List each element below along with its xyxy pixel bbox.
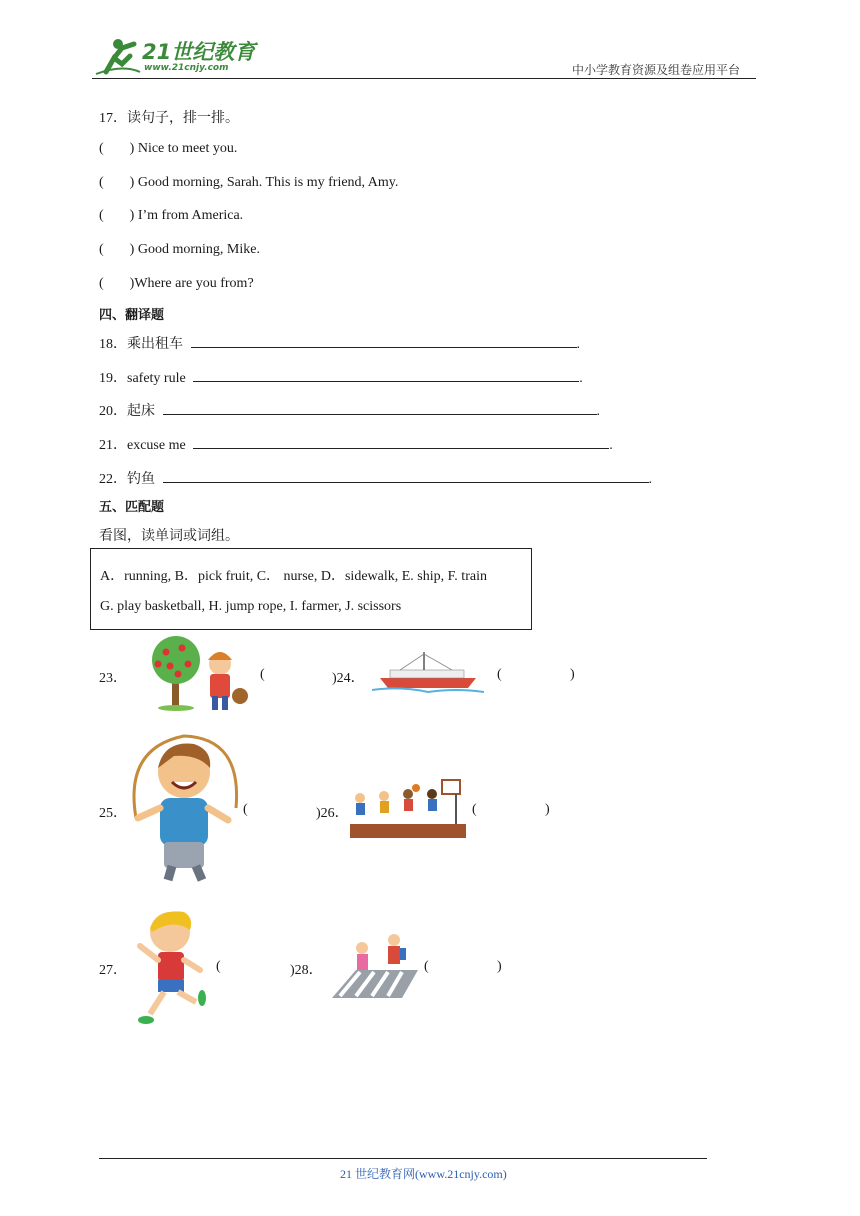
logo-url: www.21cnjy.com: [144, 63, 229, 73]
q19-label: 19．safety rule: [99, 371, 186, 386]
q28-number: )28．: [290, 963, 323, 978]
q20-answer-line[interactable]: [163, 400, 597, 415]
q17-item-text: ) Good morning, Mike.: [129, 242, 260, 257]
q23-answer-blank[interactable]: [268, 667, 330, 683]
section5-title: 五、匹配题: [99, 500, 165, 515]
q17-item-4: [99, 242, 260, 258]
open-paren: (: [99, 208, 104, 223]
q17-item-text: ) Good morning, Sarah. This is my friend, Amy.: [129, 175, 399, 190]
q20-label: 20．起床: [99, 404, 155, 419]
q21-label: 21．excuse me: [99, 438, 186, 453]
q27-open-paren: (: [216, 959, 221, 974]
jump-rope-boy-image: [124, 728, 244, 888]
q24-number: )24．: [332, 671, 365, 686]
open-paren: (: [99, 141, 104, 156]
footer-text[interactable]: 21 世纪教育网(www.21cnjy.com): [340, 1167, 507, 1181]
options-line-2: G. play basketball, H. jump rope, I. farmer, J. scissors: [100, 599, 402, 614]
q18-answer-line[interactable]: [191, 333, 577, 348]
q27-number: 27．: [99, 963, 127, 978]
basketball-players-image: [350, 776, 466, 838]
q25-open-paren: (: [243, 802, 248, 817]
q24-open-paren: (: [497, 667, 502, 682]
q22-answer-line[interactable]: [163, 468, 649, 483]
section5-instruction: 看图，读单词或词组。: [99, 529, 239, 544]
q20-period: .: [596, 404, 600, 419]
logo-text: 21世纪教育: [142, 40, 256, 64]
q28-close-paren: ): [497, 959, 502, 974]
q18: [99, 333, 580, 353]
q23-open-paren: (: [260, 667, 265, 682]
q17-title: 17．读句子，排一排。: [99, 111, 239, 126]
q17-item-3: [99, 208, 243, 224]
ship-image: [370, 648, 486, 696]
header-divider: [92, 78, 756, 79]
q25-answer-blank[interactable]: [252, 802, 314, 818]
options-box: [90, 548, 532, 630]
header-platform-text: 中小学教育资源及组卷应用平台: [572, 63, 741, 77]
section4-title: 四、翻译题: [99, 308, 165, 323]
q20: [99, 400, 600, 420]
apple-tree-farmer-image: [142, 634, 254, 714]
q28-answer-blank[interactable]: [432, 959, 494, 975]
q21-period: .: [609, 438, 613, 453]
q22-period: .: [648, 472, 652, 487]
q17-item-text: ) I’m from America.: [129, 208, 244, 223]
q22: [99, 468, 652, 488]
footer-divider: [99, 1158, 707, 1159]
q26-number: )26．: [316, 806, 349, 821]
q18-label: 18．乘出租车: [99, 337, 183, 352]
q19-period: .: [579, 371, 583, 386]
q24-answer-blank[interactable]: [506, 667, 568, 683]
q23-number: 23．: [99, 671, 127, 686]
q17-item-text: )Where are you from?: [129, 276, 254, 291]
q22-label: 22．钓鱼: [99, 472, 155, 487]
header-logo: [92, 34, 262, 78]
q26-open-paren: (: [472, 802, 477, 817]
q28-open-paren: (: [424, 959, 429, 974]
running-boy-image: [128, 906, 212, 1028]
q19: [99, 367, 583, 387]
q26-close-paren: ): [545, 802, 550, 817]
q17-item-1: [99, 141, 237, 157]
q17-item-text: ) Nice to meet you.: [129, 141, 238, 156]
q25-number: 25．: [99, 806, 127, 821]
q18-period: .: [576, 337, 580, 352]
q17-item-5: [99, 276, 254, 292]
q26-answer-blank[interactable]: [480, 802, 542, 818]
crosswalk-children-image: [326, 930, 418, 1002]
open-paren: (: [99, 242, 104, 257]
q17-item-2: [99, 175, 398, 191]
open-paren: (: [99, 175, 104, 190]
q24-close-paren: ): [570, 667, 575, 682]
options-line-1: A．running, B．pick fruit, C． nurse, D．sidewalk, E. ship, F. train: [100, 569, 487, 584]
q19-answer-line[interactable]: [193, 367, 579, 382]
open-paren: (: [99, 276, 104, 291]
q21: [99, 434, 613, 454]
q27-answer-blank[interactable]: [224, 959, 286, 975]
q21-answer-line[interactable]: [193, 434, 609, 449]
